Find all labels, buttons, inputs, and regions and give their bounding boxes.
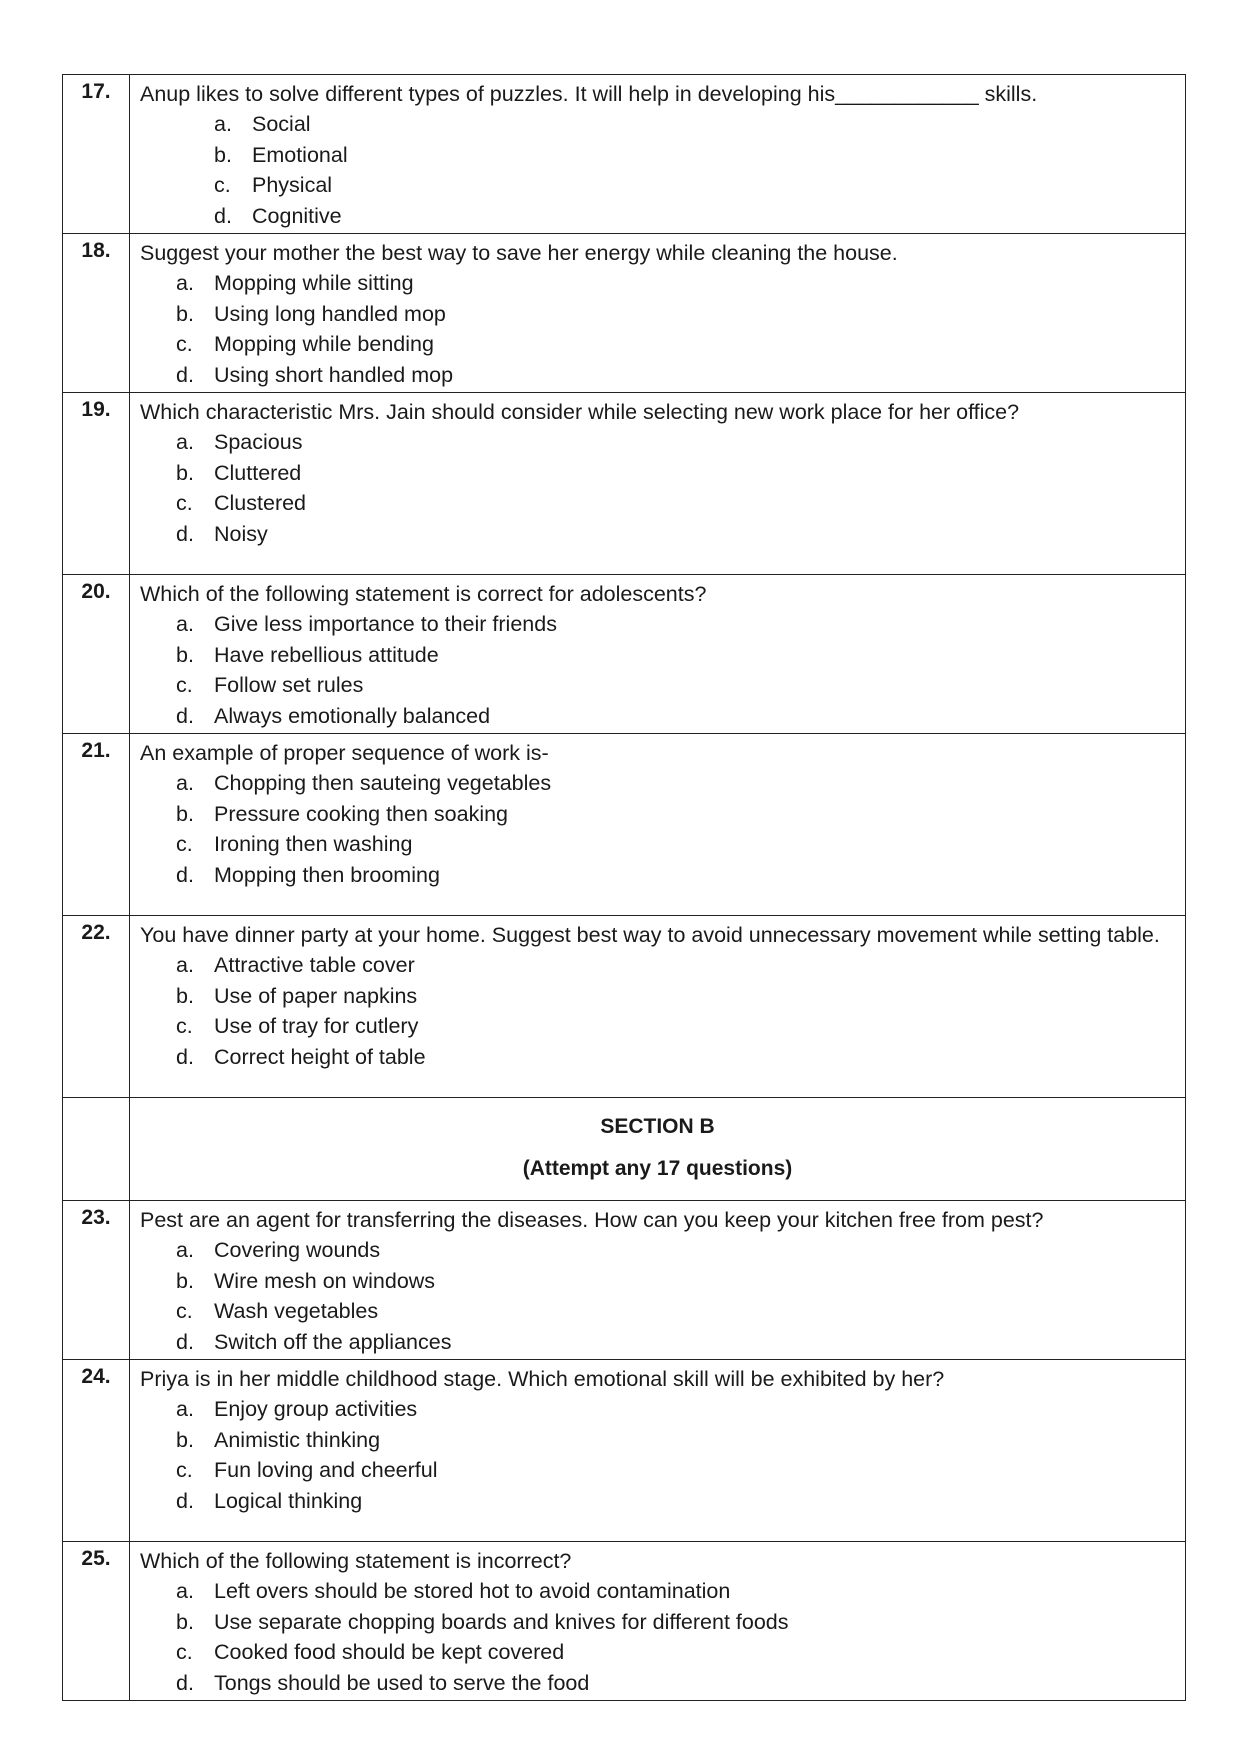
option-item	[176, 1607, 1175, 1638]
question-body	[130, 393, 1186, 575]
option-text: Clustered	[214, 491, 307, 515]
option-label: a.	[176, 612, 194, 636]
option-label: b.	[176, 801, 194, 826]
option-text: Ironing then washing	[214, 832, 413, 856]
option-label: d.	[176, 862, 194, 887]
option-item	[176, 488, 1175, 519]
question-text: Anup likes to solve different types of puzzles. It will help in developing his____________ skills.	[140, 82, 1038, 106]
option-label: a.	[176, 271, 194, 295]
option-label: d.	[176, 1044, 194, 1069]
option-item	[214, 170, 1175, 201]
question-text: Pest are an agent for transferring the diseases. How can you keep your kitchen free from pest?	[140, 1208, 1044, 1232]
option-text: Noisy	[214, 521, 268, 546]
question-text: Which of the following statement is correct for adolescents?	[140, 582, 707, 606]
section-title: SECTION B	[600, 1115, 715, 1138]
option-item	[176, 609, 1175, 640]
option-text: Mopping then brooming	[214, 862, 440, 887]
question-body	[130, 1360, 1186, 1542]
option-label: a.	[176, 1238, 194, 1262]
question-number: 22.	[63, 916, 130, 1098]
option-text: Logical thinking	[214, 1488, 363, 1513]
option-item	[176, 981, 1175, 1012]
option-label: d.	[176, 362, 194, 387]
option-item	[176, 1576, 1175, 1607]
option-list	[140, 1394, 1175, 1516]
option-list	[140, 1576, 1175, 1698]
option-item	[176, 1327, 1175, 1358]
question-row	[63, 75, 1186, 234]
option-text: Follow set rules	[214, 673, 364, 697]
option-label: c.	[176, 1299, 193, 1323]
option-item	[176, 640, 1175, 671]
option-text: Left overs should be stored hot to avoid contamination	[214, 1579, 731, 1603]
option-label: a.	[214, 112, 232, 136]
option-item	[176, 670, 1175, 701]
option-label: b.	[176, 1427, 194, 1452]
option-label: c.	[176, 832, 193, 856]
question-number	[63, 1098, 130, 1201]
option-text: Switch off the appliances	[214, 1329, 452, 1354]
option-list	[140, 950, 1175, 1072]
question-body	[130, 916, 1186, 1098]
question-number: 17.	[63, 75, 130, 234]
option-label: c.	[176, 1458, 193, 1482]
option-text: Physical	[252, 173, 333, 197]
option-item	[176, 1637, 1175, 1668]
question-number: 19.	[63, 393, 130, 575]
question-body	[130, 234, 1186, 393]
option-label: a.	[176, 953, 194, 977]
option-list	[140, 768, 1175, 890]
option-label: a.	[176, 1397, 194, 1421]
option-item	[214, 201, 1175, 232]
option-item	[176, 768, 1175, 799]
option-label: c.	[176, 1014, 193, 1038]
option-label: c.	[176, 1640, 193, 1664]
option-text: Pressure cooking then soaking	[214, 801, 509, 826]
option-text: Emotional	[252, 142, 348, 167]
question-number: 23.	[63, 1201, 130, 1360]
option-label: d.	[176, 1670, 194, 1695]
option-label: c.	[214, 173, 231, 197]
question-body	[130, 575, 1186, 734]
option-label: a.	[176, 1579, 194, 1603]
question-text: An example of proper sequence of work is-	[140, 741, 549, 765]
option-label: b.	[176, 1268, 194, 1293]
option-label: b.	[176, 642, 194, 667]
option-item	[176, 829, 1175, 860]
option-label: c.	[176, 332, 193, 356]
question-row	[63, 1201, 1186, 1360]
option-text: Using long handled mop	[214, 301, 446, 326]
option-item	[176, 1668, 1175, 1699]
question-row	[63, 1360, 1186, 1542]
option-text: Covering wounds	[214, 1238, 381, 1262]
question-text: Priya is in her middle childhood stage. Which emotional skill will be exhibited by her?	[140, 1367, 945, 1391]
option-text: Wire mesh on windows	[214, 1268, 436, 1293]
option-item	[176, 1425, 1175, 1456]
option-item	[176, 1011, 1175, 1042]
question-row	[63, 393, 1186, 575]
option-text: Have rebellious attitude	[214, 642, 439, 667]
option-text: Cooked food should be kept covered	[214, 1640, 565, 1664]
option-text: Spacious	[214, 430, 303, 454]
question-body	[130, 1542, 1186, 1701]
option-label: d.	[176, 521, 194, 546]
option-item	[176, 799, 1175, 830]
option-label: b.	[176, 460, 194, 485]
option-item	[176, 1394, 1175, 1425]
option-item	[176, 299, 1175, 330]
option-text: Cognitive	[252, 203, 342, 228]
option-text: Tongs should be used to serve the food	[214, 1670, 590, 1695]
option-list	[140, 609, 1175, 731]
exam-page	[62, 74, 1186, 1701]
option-label: d.	[176, 1329, 194, 1354]
option-item	[176, 268, 1175, 299]
option-label: a.	[176, 430, 194, 454]
option-label: b.	[176, 301, 194, 326]
option-label: b.	[214, 142, 232, 167]
question-number: 25.	[63, 1542, 130, 1701]
option-list	[140, 1235, 1175, 1357]
option-item	[176, 950, 1175, 981]
option-item	[176, 1296, 1175, 1327]
question-row	[63, 916, 1186, 1098]
question-number: 20.	[63, 575, 130, 734]
option-item	[176, 1042, 1175, 1073]
option-text: Give less importance to their friends	[214, 612, 557, 636]
question-text: Suggest your mother the best way to save her energy while cleaning the house.	[140, 241, 898, 265]
question-body	[130, 734, 1186, 916]
question-body	[130, 1201, 1186, 1360]
option-text: Correct height of table	[214, 1044, 426, 1069]
section-instruction: (Attempt any 17 questions)	[522, 1157, 793, 1180]
question-number: 18.	[63, 234, 130, 393]
option-label: d.	[176, 1488, 194, 1513]
question-text: Which of the following statement is incorrect?	[140, 1549, 572, 1573]
option-text: Mopping while sitting	[214, 271, 414, 295]
option-text: Use of paper napkins	[214, 983, 418, 1008]
option-label: d.	[176, 703, 194, 728]
option-text: Wash vegetables	[214, 1299, 379, 1323]
option-item	[176, 1235, 1175, 1266]
option-item	[176, 701, 1175, 732]
option-item	[176, 329, 1175, 360]
section-row	[63, 1098, 1186, 1201]
question-number: 24.	[63, 1360, 130, 1542]
question-row	[63, 734, 1186, 916]
option-list	[140, 268, 1175, 390]
option-label: b.	[176, 1609, 194, 1634]
option-text: Using short handled mop	[214, 362, 454, 387]
option-label: d.	[214, 203, 232, 228]
option-text: Cluttered	[214, 460, 302, 485]
option-text: Animistic thinking	[214, 1427, 381, 1452]
option-item	[176, 860, 1175, 891]
option-item	[176, 360, 1175, 391]
option-text: Enjoy group activities	[214, 1397, 418, 1421]
question-table	[62, 74, 1186, 1701]
section-heading	[130, 1098, 1186, 1201]
option-label: a.	[176, 771, 194, 795]
question-text: Which characteristic Mrs. Jain should consider while selecting new work place for her office?	[140, 400, 1020, 424]
option-text: Mopping while bending	[214, 332, 434, 356]
option-label: c.	[176, 491, 193, 515]
question-row	[63, 575, 1186, 734]
option-text: Use of tray for cutlery	[214, 1014, 419, 1038]
option-item	[176, 1455, 1175, 1486]
option-item	[176, 458, 1175, 489]
question-number: 21.	[63, 734, 130, 916]
option-list	[140, 427, 1175, 549]
question-row	[63, 234, 1186, 393]
question-body	[130, 75, 1186, 234]
option-item	[176, 1486, 1175, 1517]
option-item	[214, 109, 1175, 140]
question-table-body	[63, 75, 1186, 1701]
option-text: Use separate chopping boards and knives for different foods	[214, 1609, 789, 1634]
option-text: Chopping then sauteing vegetables	[214, 771, 552, 795]
option-text: Attractive table cover	[214, 953, 415, 977]
option-text: Fun loving and cheerful	[214, 1458, 438, 1482]
option-item	[214, 140, 1175, 171]
question-row	[63, 1542, 1186, 1701]
option-item	[176, 519, 1175, 550]
question-text: You have dinner party at your home. Suggest best way to avoid unnecessary movement while setting table.	[140, 923, 1160, 947]
option-list	[140, 109, 1175, 231]
option-label: c.	[176, 673, 193, 697]
option-label: b.	[176, 983, 194, 1008]
option-item	[176, 427, 1175, 458]
option-text: Always emotionally balanced	[214, 703, 491, 728]
option-text: Social	[252, 112, 311, 136]
option-item	[176, 1266, 1175, 1297]
